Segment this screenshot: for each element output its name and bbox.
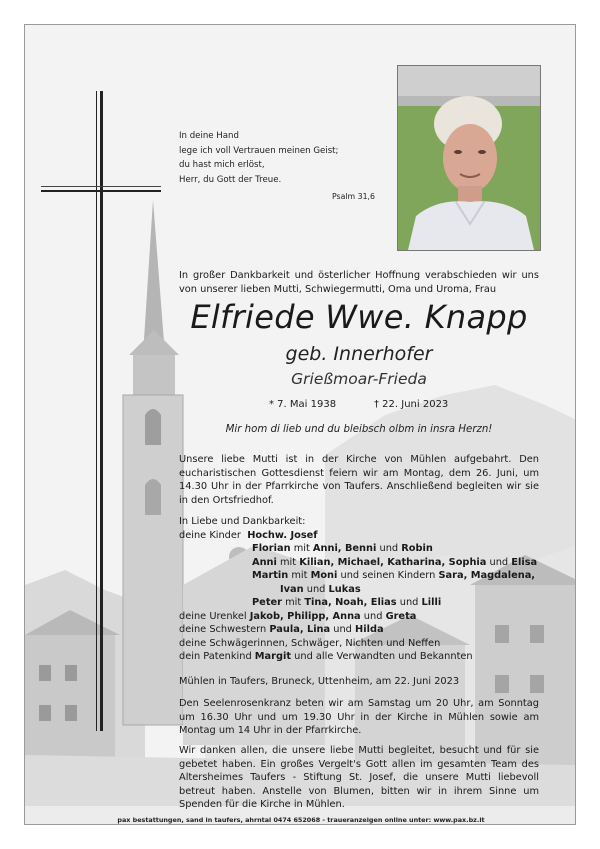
family-row bbox=[179, 569, 539, 583]
sisters-label: deine Schwestern bbox=[179, 624, 267, 635]
funeral-announcement: Unsere liebe Mutti ist in der Kirche von Mühlen aufgebahrt. Den eucharistischen Gottesdienst feiern wir am Montag, dem 26. Juni, um 14.30 Uhr in der Pfarrkirche von Taufers. Anschließend begleiten wir sie in den Ortsfriedhof. bbox=[179, 454, 539, 506]
family-row bbox=[179, 556, 539, 570]
great-grandchild-name: Greta bbox=[385, 610, 417, 622]
child-name: Anni bbox=[252, 556, 277, 568]
family-row bbox=[179, 529, 539, 543]
great-grandchildren-names: Jakob, Philipp, Anna bbox=[249, 610, 361, 622]
grandchildren-names: Tina, Noah, Elias bbox=[304, 597, 397, 608]
connector: mit bbox=[293, 543, 310, 554]
deceased-name: Elfriede Wwe. Knapp bbox=[190, 298, 528, 336]
grandchild-name: Robin bbox=[401, 543, 433, 554]
cross-vertical-beam bbox=[100, 91, 103, 731]
godchild-name: Margit bbox=[254, 651, 292, 662]
relatives-text: und alle Verwandten und Bekannten bbox=[294, 651, 473, 662]
bible-verse bbox=[179, 129, 389, 205]
family-list bbox=[179, 515, 539, 664]
urenkel-label: deine Urenkel bbox=[179, 610, 247, 622]
connector: und seinen Kindern bbox=[340, 570, 436, 581]
kinder-label: deine Kinder bbox=[179, 529, 241, 541]
thanks-text: Wir danken allen, die unsere liebe Mutti begleitet, besucht und für sie gebetet haben. Ein großes Vergelt's Gott allen im gesamten Team des Altersheimes Taufers - Stiftung St. Josef, die unsere Mutti liebevoll betreut haben. Anstelle von Blumen, bitten wir in ihrem Sinne um Spenden für die Kirche in Mühlen. bbox=[179, 745, 539, 810]
grandchildren-names: Kilian, Michael, Katharina, Sophia bbox=[299, 556, 487, 568]
child-name: Florian bbox=[252, 543, 291, 554]
grandchildren-names: Anni, Benni bbox=[312, 543, 377, 554]
child-name: Martin bbox=[252, 570, 289, 581]
family-row bbox=[179, 623, 539, 637]
connector: mit bbox=[291, 570, 308, 581]
connector: und bbox=[363, 610, 383, 622]
verse-line: du hast mich erlöst, bbox=[179, 160, 265, 171]
grandchild-name: Lilli bbox=[421, 597, 442, 608]
cross-vertical-line bbox=[96, 91, 97, 731]
death-date: † 22. Juni 2023 bbox=[374, 399, 449, 410]
family-row: deine Schwägerinnen, Schwäger, Nichten und Neffen bbox=[179, 637, 441, 649]
connector: und bbox=[306, 583, 326, 595]
cross-horizontal-beam bbox=[41, 190, 161, 192]
place-and-date: Mühlen in Taufers, Bruneck, Uttenheim, am 22. Juni 2023 bbox=[179, 676, 460, 687]
verse-reference: Psalm 31,6 bbox=[331, 192, 375, 202]
verse-line: In deine Hand bbox=[179, 131, 239, 141]
intro-text: In großer Dankbarkeit und österlicher Hoffnung verabschieden wir uns von unserer lieben Mutti, Schwiegermutti, Oma und Uroma, Frau bbox=[179, 270, 539, 295]
connector: mit bbox=[285, 597, 302, 608]
rosary-announcement: Den Seelenrosenkranz beten wir am Samstag um 20 Uhr, am Sonntag um 16.30 Uhr und um 19.30 Uhr in der Kirche in Mühlen sowie am Montag um 14 Uhr in der Pfarrkirche. bbox=[179, 698, 539, 736]
spouse-name: Moni bbox=[310, 570, 338, 581]
family-heading: In Liebe und Dankbarkeit: bbox=[179, 516, 306, 527]
portrait-photo bbox=[397, 65, 541, 251]
family-row bbox=[179, 583, 539, 597]
grandchild-name: Elisa bbox=[511, 556, 538, 568]
verse-line: lege ich voll Vertrauen meinen Geist; bbox=[179, 145, 339, 156]
child-name: Hochw. Josef bbox=[247, 529, 318, 541]
cross-horizontal-line bbox=[41, 186, 161, 187]
sisters-names: Paula, Lina bbox=[269, 624, 331, 635]
birth-date: * 7. Mai 1938 bbox=[269, 399, 337, 410]
funeral-home-footer: pax bestattungen, sand in taufers, ahrntal 0474 652068 - traueranzeigen online unter: www.pax.bz.it bbox=[117, 816, 485, 824]
child-name: Peter bbox=[252, 597, 282, 608]
grandchild-name: Lukas bbox=[328, 583, 361, 595]
connector: und bbox=[489, 556, 509, 568]
maiden-name: geb. Innerhofer bbox=[285, 343, 433, 365]
obituary-frame bbox=[24, 24, 576, 825]
connector: und bbox=[399, 597, 419, 608]
family-row bbox=[179, 596, 539, 610]
family-row bbox=[179, 650, 539, 664]
connector: und bbox=[379, 543, 399, 554]
motto: Mir hom di lieb und du bleibsch olbm in insra Herzn! bbox=[225, 424, 493, 435]
connector: mit bbox=[280, 556, 297, 568]
farm-name: Grießmoar-Frieda bbox=[291, 370, 427, 388]
verse-line: Herr, du Gott der Treue. bbox=[179, 174, 282, 185]
connector: und bbox=[333, 624, 352, 635]
sister-name: Hilda bbox=[355, 624, 384, 635]
family-row bbox=[179, 610, 539, 624]
grandchildren-names: Sara, Magdalena, bbox=[438, 570, 536, 581]
family-row bbox=[179, 542, 539, 556]
godchild-label: dein Patenkind bbox=[179, 651, 252, 662]
grandchild-name: Ivan bbox=[280, 583, 304, 595]
